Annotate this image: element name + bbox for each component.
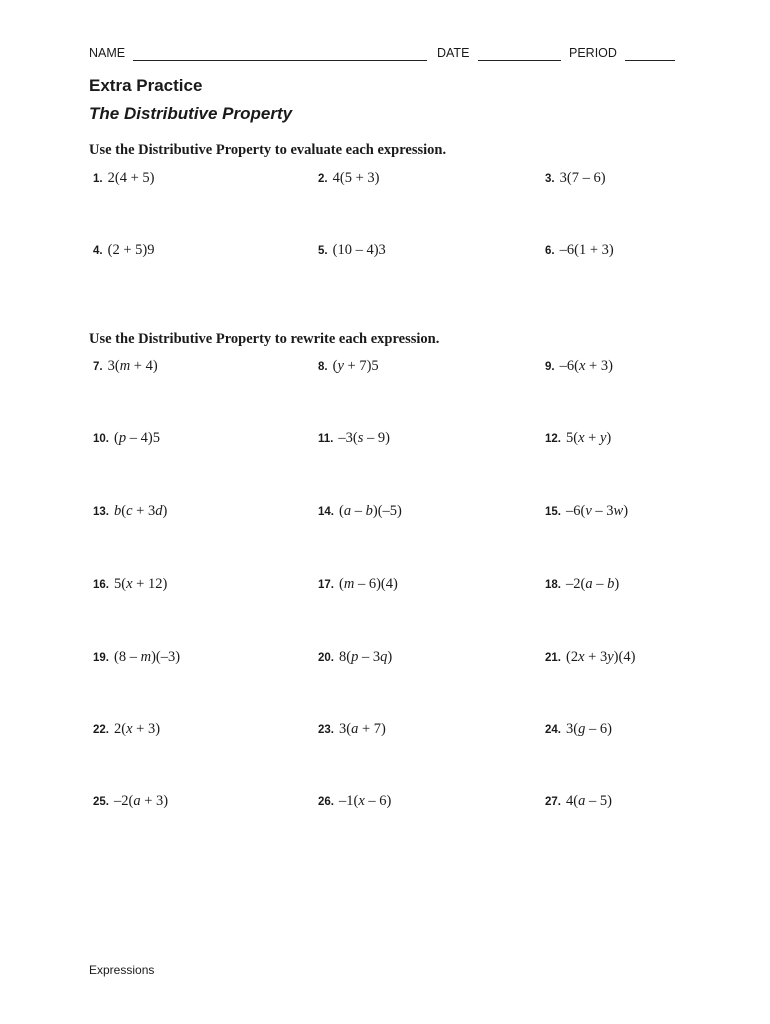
- problem-expression: 4(5 + 3): [332, 170, 380, 186]
- problem-number: 10.: [93, 433, 109, 445]
- problem-expression: (2x + 3y)(4): [566, 649, 636, 665]
- page-subtitle: The Distributive Property: [89, 104, 293, 123]
- problem-number: 2.: [318, 173, 328, 185]
- problem-number: 8.: [318, 361, 328, 373]
- problem-item: [318, 242, 386, 259]
- problem-expression: –2(a + 3): [114, 793, 169, 809]
- section-1-instruction: Use the Distributive Property to evaluate each expression.: [89, 142, 447, 158]
- problem-item: [545, 242, 614, 259]
- date-label: DATE: [437, 46, 470, 60]
- problem-expression: –6(v – 3w): [566, 503, 629, 519]
- problem-expression: b(c + 3d): [114, 503, 168, 519]
- problem-expression: (y + 7)5: [332, 358, 379, 374]
- problem-number: 7.: [93, 361, 103, 373]
- problem-expression: 5(x + y): [566, 430, 612, 446]
- problem-item: [545, 170, 606, 187]
- problem-expression: 3(m + 4): [107, 358, 158, 374]
- problem-expression: 3(a + 7): [339, 721, 386, 737]
- problem-expression: –3(s – 9): [338, 430, 390, 446]
- period-blank-line: [625, 60, 675, 61]
- period-label: PERIOD: [569, 46, 617, 60]
- problem-expression: –1(x – 6): [339, 793, 392, 809]
- problem-number: 5.: [318, 245, 328, 257]
- problem-number: 20.: [318, 652, 334, 664]
- problem-item: [318, 793, 391, 810]
- problem-number: 27.: [545, 796, 561, 808]
- problem-item: [318, 430, 390, 447]
- problem-number: 17.: [318, 579, 334, 591]
- problem-expression: –6(1 + 3): [559, 242, 614, 258]
- problem-item: [93, 358, 158, 375]
- problem-number: 23.: [318, 724, 334, 736]
- problem-number: 21.: [545, 652, 561, 664]
- problem-expression: 2(4 + 5): [107, 170, 155, 186]
- problem-expression: –2(a – b): [566, 576, 620, 592]
- problem-item: [93, 721, 160, 738]
- problem-number: 3.: [545, 173, 555, 185]
- page-title: Extra Practice: [89, 76, 203, 95]
- problem-item: [93, 170, 154, 187]
- problem-item: [93, 649, 180, 666]
- problem-item: [545, 649, 635, 666]
- problem-number: 18.: [545, 579, 561, 591]
- problem-item: [318, 170, 379, 187]
- problem-expression: 8(p – 3q): [339, 649, 393, 665]
- problem-expression: 3(g – 6): [566, 721, 612, 737]
- problem-item: [545, 503, 628, 520]
- footer-text: Expressions: [89, 963, 155, 977]
- problem-number: 1.: [93, 173, 103, 185]
- problem-number: 9.: [545, 361, 555, 373]
- problem-expression: (10 – 4)3: [332, 242, 386, 258]
- problem-item: [545, 358, 613, 375]
- problem-item: [93, 503, 167, 520]
- problem-number: 24.: [545, 724, 561, 736]
- problem-number: 13.: [93, 506, 109, 518]
- problem-expression: (p – 4)5: [114, 430, 160, 446]
- problem-item: [545, 430, 611, 447]
- section-2-instruction: Use the Distributive Property to rewrite each expression.: [89, 331, 440, 347]
- problem-expression: 5(x + 12): [114, 576, 168, 592]
- problem-item: [93, 430, 160, 447]
- problem-item: [318, 721, 386, 738]
- problem-number: 12.: [545, 433, 561, 445]
- problem-number: 15.: [545, 506, 561, 518]
- problem-number: 22.: [93, 724, 109, 736]
- problem-expression: 3(7 – 6): [559, 170, 606, 186]
- problem-number: 4.: [93, 245, 103, 257]
- problem-number: 14.: [318, 506, 334, 518]
- problem-item: [318, 649, 392, 666]
- problem-number: 25.: [93, 796, 109, 808]
- problem-expression: 2(x + 3): [114, 721, 161, 737]
- problem-expression: (m – 6)(4): [339, 576, 398, 592]
- problem-item: [318, 576, 398, 593]
- problem-number: 6.: [545, 245, 555, 257]
- name-blank-line: [133, 60, 427, 61]
- problem-item: [318, 358, 379, 375]
- problem-expression: (2 + 5)9: [107, 242, 155, 258]
- problem-expression: (a – b)(–5): [339, 503, 402, 519]
- problem-item: [545, 576, 619, 593]
- problem-expression: –6(x + 3): [559, 358, 613, 374]
- worksheet-header: [89, 45, 679, 65]
- problem-item: [318, 503, 402, 520]
- problem-item: [93, 242, 154, 259]
- problem-number: 16.: [93, 579, 109, 591]
- date-blank-line: [478, 60, 561, 61]
- problem-number: 11.: [318, 433, 334, 445]
- problem-item: [545, 793, 612, 810]
- problem-expression: (8 – m)(–3): [114, 649, 181, 665]
- problem-item: [545, 721, 612, 738]
- name-label: NAME: [89, 46, 126, 60]
- problem-number: 26.: [318, 796, 334, 808]
- problem-number: 19.: [93, 652, 109, 664]
- problem-item: [93, 793, 168, 810]
- problem-expression: 4(a – 5): [566, 793, 612, 809]
- problem-item: [93, 576, 167, 593]
